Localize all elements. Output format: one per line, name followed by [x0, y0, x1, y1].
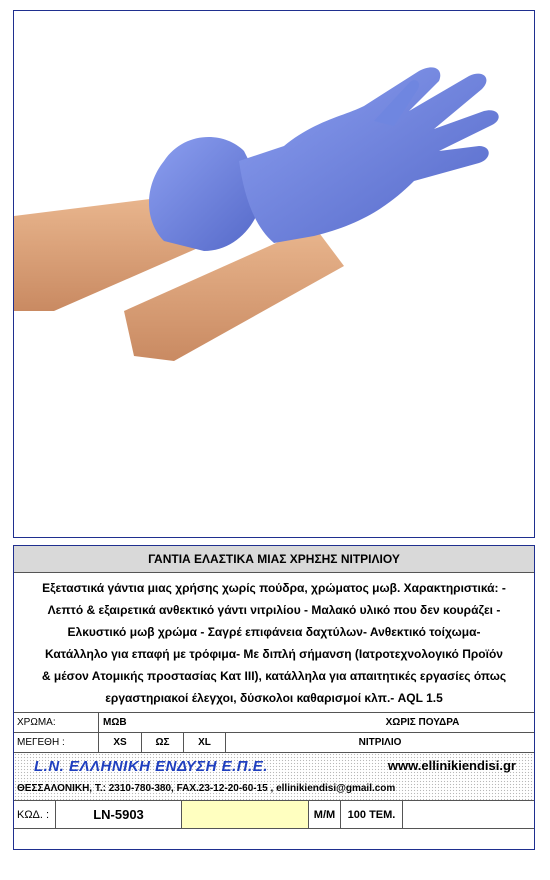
powder-value: ΧΩΡΙΣ ΠΟΥΔΡΑ — [385, 717, 460, 728]
size-xl: XL — [184, 733, 226, 752]
company-info — [14, 753, 534, 801]
product-title: ΓΑΝΤΙΑ ΕΛΑΣΤΙΚΑ ΜΙΑΣ ΧΡΗΣΗΣ ΝΙΤΡΙΛΙΟΥ — [14, 546, 534, 573]
description-line: Κατάλληλο για επαφή με τρόφιμα- Με διπλή σήμανση (Ιατροτεχνολογικό Προϊόν — [45, 646, 503, 661]
unit-value: 100 ΤΕΜ. — [341, 801, 403, 828]
description-line: Εξεταστικά γάντια μιας χρήσης χωρίς πούδρα, χρώματος μωβ. Χαρακτηριστικά: - — [42, 580, 506, 595]
description-line: Λεπτό & εξαιρετικά ανθεκτικό γάντι νιτριλίου - Μαλακό υλικό που δεν κουράζει - — [47, 602, 501, 617]
blank-cell — [403, 801, 534, 828]
sizes-label: ΜΕΓΕΘΗ : — [14, 733, 99, 752]
gloves-illustration — [14, 11, 534, 537]
code-row — [14, 801, 534, 829]
company-name: L.N. ΕΛΛΗΝΙΚΗ ΕΝΔΥΣΗ Ε.Π.Ε. — [34, 758, 268, 775]
sizes-row — [14, 733, 534, 753]
material-value: ΝΙΤΡΙΛΙΟ — [358, 737, 402, 748]
unit-label: Μ/Μ — [309, 801, 341, 828]
product-code: LN-5903 — [56, 801, 182, 828]
company-address: ΘΕΣΣΑΛΟΝΙΚΗ, Τ.: 2310-780-380, FAX.23-12-20-60-15 , ellinikiendisi@gmail.com — [17, 783, 396, 794]
color-value: ΜΩΒ — [103, 717, 127, 728]
description-line: Ελκυστικό μωβ χρώμα - Σαγρέ επιφάνεια δαχτύλων- Ανθεκτικό τοίχωμα- — [67, 624, 481, 639]
empty-row — [14, 829, 534, 849]
size-os: ΩΣ — [142, 733, 184, 752]
color-label: ΧΡΩΜΑ: — [14, 713, 99, 732]
company-website[interactable]: www.ellinikiendisi.gr — [387, 758, 516, 773]
product-description — [14, 573, 534, 713]
product-spec-table — [13, 545, 535, 850]
description-line: & μέσον Ατομικής προστασίας Κατ ΙΙΙ), κατάλληλα για απαιτητικές εργασίες όπως — [41, 668, 507, 683]
product-photo — [13, 10, 535, 538]
code-label: ΚΩΔ. : — [14, 801, 56, 828]
size-xs: XS — [99, 733, 142, 752]
highlight-field — [182, 801, 309, 828]
description-line: εργαστηριακοί έλεγχοι, δύσκολοι καθαρισμοί κλπ.- AQL 1.5 — [105, 690, 443, 705]
color-row — [14, 713, 534, 733]
